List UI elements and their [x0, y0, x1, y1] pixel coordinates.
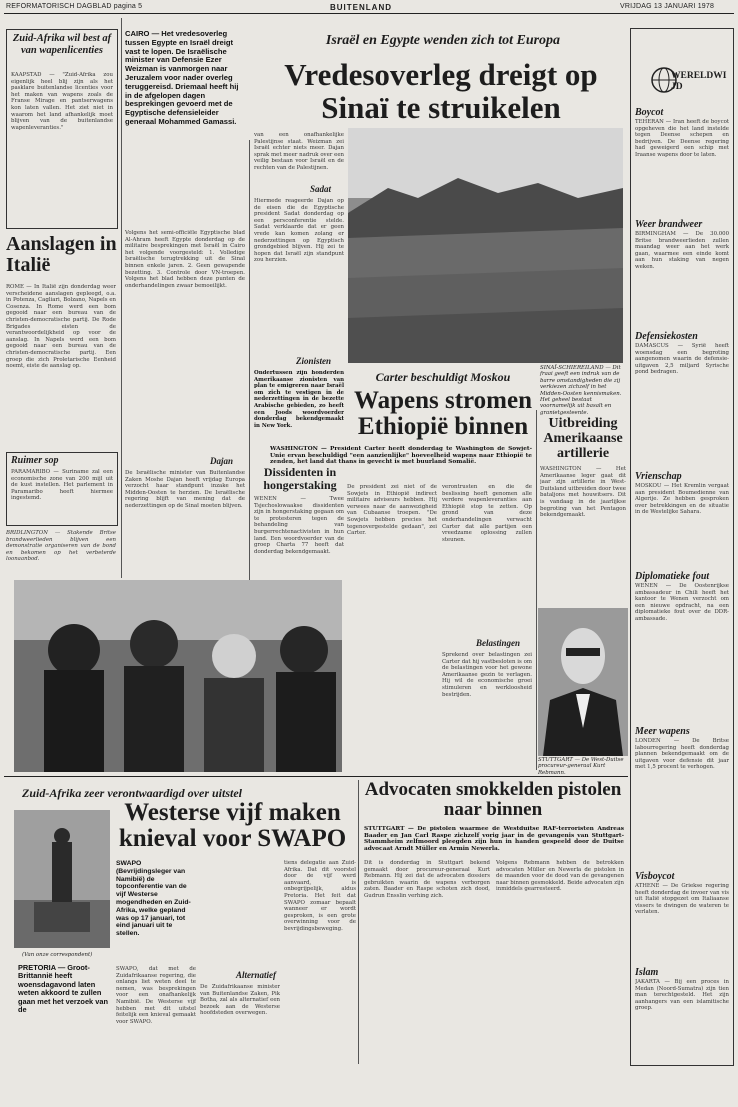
alternatief-text: De Zuidafrikaanse minister van Buitenlandse Zaken, Pik Botha, zal als alternatief een bezoek aan de Westerse hoofdsteden overwegen.	[200, 984, 280, 1017]
sidebar-item	[635, 726, 729, 871]
sidebar-item	[635, 219, 729, 331]
ruimer-text: PARAMARIBO — Suriname zal een economische zone van 200 mijl uit de kust instellen. Het parlement in Paramaribo heeft hiermee ingestemd.	[11, 469, 113, 502]
main-col-text: van een onafhankelijke Palestijnse staat. Weizman zei Israël echter niets meer. Dajan sprak met meer nadruk over een veilig bestaan voor Israël en de rechten van de Palestijnen.	[254, 132, 344, 171]
header-left: REFORMATORISCH DAGBLAD pagina 5	[6, 3, 143, 10]
sidebar-item-title: Defensiekosten	[635, 331, 698, 342]
sidebar-item-text: WENEN — De Oostenrijkse ambassadeur in Chili heeft het kantoor te Wenen verzocht om een nieuwe opdracht, na een diplomatieke fout over de DDR-ambassade.	[635, 583, 729, 622]
sidebar-item-text: MOSKOU — Het Kremlin vergaat aan president Boumedienne van Algerije. Ze hebben gesproken over betrekkingen en de situatie in de Westelijke Sahara.	[635, 483, 729, 516]
sidebar-item	[635, 571, 729, 726]
col-rule-3	[536, 410, 537, 770]
artillerie-title: Uitbreiding Amerikaanse artillerie	[543, 416, 623, 461]
sidebar-item	[635, 471, 729, 571]
police-photo	[14, 580, 342, 772]
alternatief-subhead: Alternatief	[236, 970, 276, 980]
statue-photo	[14, 810, 110, 948]
header-center: BUITENLAND	[330, 3, 392, 12]
main-headline: Vredesoverleg dreigt op Sinaï te struikelen	[284, 57, 598, 125]
carter-text-2: verontrusten en die de beslissing heeft genomen alle verdere wapenleveranties aan Ethiopië stop te zetten. Op grond van deze onderhandelingen verwacht Carter dat alle partijen een vreedzame oplossing zullen steunen.	[442, 484, 532, 543]
header-right: VRIJDAG 13 JANUARI 1978	[620, 3, 715, 10]
header-rule	[4, 13, 734, 14]
sadat-text: Hiermede reageerde Dajan op de eisen die de Egyptische president Sadat donderdag op een persconferentie stelde. Sadat verklaarde dat er geen vrede kan komen zolang er nederzettingen op Egyptisch grondgebied blijven. Hij zei te hopen dat Israël zijn standpunt zou herzien.	[254, 198, 344, 264]
zionisten-subhead: Zionisten	[296, 356, 332, 366]
dajan-subhead: Dajan	[210, 456, 234, 466]
carter-headline: Wapens stromen Ethiopië binnen	[353, 387, 533, 440]
sinai-photo	[348, 128, 623, 363]
col-rule-2	[249, 140, 250, 580]
sidebar-item-text: ATHENE — De Griekse regering heeft donderdag de invoer van vis uit Italië stopgezet om Italiaanse vissers te dwingen de wateren te verlaten.	[635, 883, 729, 916]
zionisten-text: Ondertussen zijn honderden Amerikaanse zionisten van plan te emigreren naar Israël om zich te vestigen in de nederzettingen in de bezette Arabische gebieden, zo heeft een Joods woordvoerder donderdag bekendgemaakt in New York.	[254, 370, 344, 429]
sidebar-item-text: LONDEN — De Britse labourregering heeft donderdag plannen bekendgemaakt om de uitgaven voor defensie dit jaar met 1,5 procent te verhogen.	[635, 738, 729, 771]
col-rule-1	[121, 18, 122, 578]
artillerie-text: WASHINGTON — Het Amerikaanse leger gaat dit jaar zijn artillerie in West-Duitsland uitbreiden door twee bataljons met houwitsers. Dit is vandaag in de jaarlijkse begroting van het Pentagon bekendgemaakt.	[540, 466, 626, 519]
sidebar-item	[635, 967, 729, 1107]
swapo-lead: PRETORIA — Groot-Brittannië heeft woensdagavond laten weten akkoord te zullen gaan met het verzoek van de	[18, 964, 108, 1015]
rebmann-photo	[538, 608, 628, 756]
dissidenten-text: WENEN — Twee Tsjechoslowaakse dissidenten zijn in hongerstaking gegaan om te protesteren tegen de behandeling van burgerrechtenactivisten in hun land. Een woordvoerder van de groep Charta 77 heeft dat donderdag bekendgemaakt.	[254, 496, 344, 555]
sidebar-item-title: Weer brandweer	[635, 219, 703, 230]
cairo-text: Volgens het semi-officiële Egyptische blad Al-Ahram heeft Egypte donderdag op de militaire besprekingen met Israël in Cairo het volgende voorgesteld: 1. Volledige Israëlische terugtrekking uit de Sinaï binnen enkele jaren. 2. Geen gewapende bezetting. 3. Controle door VN-troepen. Volgens het blad hebben deze punten de onderhandelingen zwaar bemoeilijkt.	[125, 230, 245, 289]
wereldwijd-logo: WERELDWIJD	[671, 71, 727, 92]
sidebar-item-title: Meer wapens	[635, 726, 690, 737]
dissidenten-title: Dissidenten in hongerstaking	[263, 465, 337, 492]
carter-kicker: Carter beschuldigt Moskou	[375, 370, 511, 384]
swapo-kicker: Zuid-Afrika zeer verontwaardigd over uitstel	[22, 786, 242, 800]
swapo-text-1: SWAPO (Bevrijdingsleger van Namibië) de topconferentie van de vijf Westerse mogendheden en Zuid-Afrika, welke gepland was op 17 januari, tot eind januari uit te stellen.	[116, 860, 191, 938]
box1-title: Zuid-Afrika wil best af van wapenlicenties	[12, 33, 112, 56]
box-zuid-afrika-licenties	[6, 29, 118, 229]
cairo-lead: CAIRO — Het vredesoverleg tussen Egypte en Israël dreigt vast te lopen. De Israëlische minister van Defensie Ezer Weizman is vanmorgen naar Jeruzalem voor nader overleg teruggereisd. Driemaal heeft hij in de afgelopen dagen besprekingen gevoerd met de Egyptische defensieleider generaal Mohammed Gamassi.	[125, 30, 239, 126]
swapo-text-2: SWAPO, dat met de Zuidafrikaanse regering, die onlangs liet weten deel te nemen, was besprekingen voor een onafhankelijk Namibië. De Westerse vijf hebben met dit uitstel feitelijk een knieval gemaakt voor SWAPO.	[116, 966, 196, 1025]
sidebar-item-text: DAMASCUS — Syrië heeft woensdag een begroting aangenomen waarin de defensie-uitgaven 2,5 miljard Syrische pond bedragen.	[635, 343, 729, 376]
statue-caption: (Van onze correspondent)	[22, 952, 93, 958]
sidebar-item-title: Boycot	[635, 107, 664, 118]
sidebar-item-title: Islam	[635, 967, 659, 978]
sidebar-item-text: TEHERAN — Iran heeft de boycot opgeheven die het land instelde tegen Deense schepen en bedrijven. De Deense regering had geweigerd een schip met Iraanse wapens door te laten.	[635, 119, 729, 158]
ruimer-title: Ruimer sop	[11, 455, 59, 466]
bridlington-text: BRIDLINGTON — Stakende Britse brandweerlieden blijven een demonstratie organiseren van de bond en bekomen op het verbeterde loonaanbod.	[6, 530, 116, 563]
sidebar-item-text: BIRMINGHAM — De 30.000 Britse brandweerlieden zullen maandag weer aan het werk gaan, waarmee een einde komt aan hun staking van negen weken.	[635, 231, 729, 270]
wereldwijd-sidebar	[630, 28, 734, 1066]
advocaten-text-1: Dit is donderdag in Stuttgart bekend gemaakt door procureur-generaal Kurt Rebmann. Hij zei dat de advocaten dossiers gebruikten waarin de wapens verborgen zaten. Baader en Raspe schoten zich dood, Gudrun Ensslin verhing zich.	[364, 860, 490, 899]
swapo-headline: Westerse vijf maken knieval voor SWAPO	[118, 799, 347, 852]
sidebar-item	[635, 331, 729, 471]
col-rule-4	[358, 780, 359, 1064]
sadat-subhead: Sadat	[310, 184, 332, 194]
carter-text-1: De president zei niet of de Sowjets in Ethiopië indirect militaire adviseurs hebben. Hij verwees naar de aanwezigheid van Cubaanse troepen. "De Sowjets hebben precies het tegenovergestelde gedaan", zei Carter.	[347, 484, 437, 537]
belastingen-subhead: Belastingen	[476, 638, 521, 648]
rebmann-caption: STUTTGART — De West-Duitse procureur-generaal Kurt Rebmann.	[538, 757, 624, 776]
sidebar-item-title: Vrienschap	[635, 471, 682, 482]
belastingen-text: Sprekend over belastingen zei Carter dat hij vastbesloten is om de belastingen voor het gewone Amerikaanse gezin te verlagen. Hij wil de economische groei stimuleren en werkloosheid bestrijden.	[442, 652, 532, 698]
carter-lead: WASHINGTON — President Carter heeft donderdag te Washington de Sowjet-Unie ervan beschuldigd "een aanzienlijke" hoeveelheid wapens naar Ethiopië te zenden, het land dat thans in gevecht is met buurland Somalië.	[270, 446, 532, 466]
advocaten-lead: STUTTGART — De pistolen waarmee de Westduitse RAF-terroristen Andreas Baader en Jan Carl Raspe zichzelf vorig jaar in de gevangenis van Stuttgart-Stammheim zelfmoord pleegden zijn hun in handen gespeeld door de Duitse advocaat Arndt Müller en Armin Newerla.	[364, 826, 624, 852]
sidebar-item-title: Diplomatieke fout	[635, 571, 710, 582]
sidebar-item-title: Visboycot	[635, 871, 675, 882]
box1-text: KAAPSTAD — "Zuid-Afrika zou eigenlijk heel blij zijn als het pasklare buitenlandse licenties voor het maken van wapens zoals de Franse Mirage en pantserwagens kon laten vallen. Het ziet niet in waarom het land afhankelijk moet blijven van de buitenlandse wapenleveranties."	[11, 72, 113, 131]
advocaten-text-2: Volgens Rebmann hebben de betrokken advocaten Müller en Newerla de pistolen in de maanden voor de dood van de gevangenen naar binnen gesmokkeld. Beide advocaten zijn inmiddels gearresteerd.	[496, 860, 624, 893]
aanslagen-title: Aanslagen in Italië	[6, 233, 117, 276]
dajan-text: De Israëlische minister van Buitenlandse Zaken Moshe Dajan heeft vrijdag Europa verzocht haar standpunt inzake het Midden-Oosten te herzien. De Israëlische regering blijft van mening dat de nederzettingen op de Sinaï moeten blijven.	[125, 470, 245, 509]
sidebar-item	[635, 107, 729, 219]
sidebar-list	[635, 107, 729, 1107]
main-kicker: Israël en Egypte wenden zich tot Europa	[325, 33, 561, 48]
bottom-rule	[4, 776, 628, 777]
swapo-text-3: tiens delegatie aan Zuid-Afrika. Dat dit voorstel door de vijf werd aanvaard, is onbegrijpelijk, aldus Pretoria. Het feit dat SWAPO zomaar bepaalt wanneer er wordt gesproken, is een grote overwinning voor de bevrijdingsbeweging.	[284, 860, 356, 932]
advocaten-headline: Advocaten smokkelden pistolen naar binnen	[364, 779, 622, 820]
sidebar-item-text: JAKARTA — Bij een proces in Medan (Noord-Sumatra) zijn tien man terechtgesteld. Het zijn aanhangers van een islamitische groep.	[635, 979, 729, 1012]
box-ruimer-sop	[6, 452, 118, 526]
swapo-text-2b	[200, 860, 280, 970]
sidebar-item	[635, 871, 729, 967]
sinai-photo-caption: SINAÏ-SCHIEREILAND — Dit fraai geeft een indruk van de barre omstandigheden die zij verkiezen zichzelf in het Midden-Oosten kennismaken. Het geheel bestaat voornamelijk uit basalt en granietgesteente.	[540, 365, 622, 416]
aanslagen-text: ROME — In Italië zijn donderdag weer verscheidene aanslagen gepleegd, o.a. in Potenza, Cagliari, Bolzano, Napels en Cosenza. In Rome werd een bom gegooid naar een bureau van de christen-democratische partij. De Rode Brigades eisten de verantwoordelijkheid op voor de aanslag. In Napels werd een bom gegooid naar een bureau van de christen-democratische partij. Een groep die zich Proletarische Eenheid noemt, eiste de aanslag op.	[6, 284, 116, 370]
